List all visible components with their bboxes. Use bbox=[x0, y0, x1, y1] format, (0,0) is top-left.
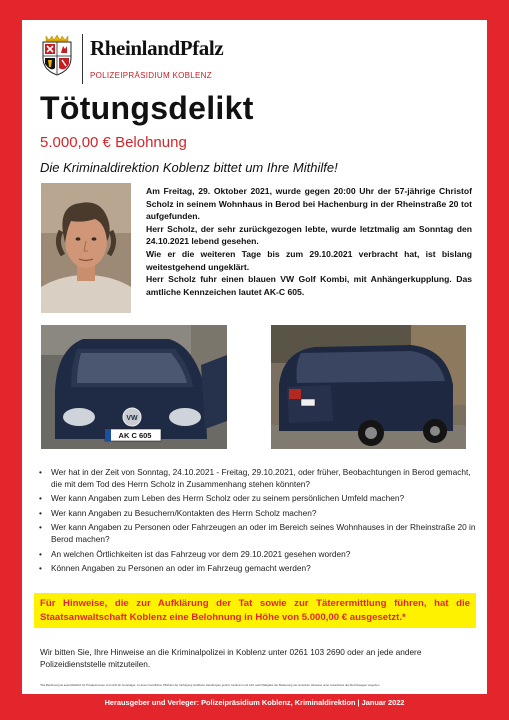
list-item: • Wer hat in der Zeit von Sonntag, 24.10.2021 - Freitag, 29.10.2021, oder früher, Beobachtungen in Berod gemacht, die mit dem Tod des Herrn Scholz in Zusammenhang stehen könnten? bbox=[38, 467, 478, 491]
reward-notice-text: Für Hinweise, die zur Aufklärung der Tat sowie zur Täterermittlung führen, hat die Staatsanwaltschaft Koblenz eine Belohnung in Höhe von 5.000,00 € ausgesetzt.* bbox=[40, 598, 470, 623]
intro-paragraph: Am Freitag, 29. Oktober 2021, wurde gegen 20:00 Uhr der 57-jährige Christof Scholz in seinem Wohnhaus in Berod bei Hachenburg in der Rheinstraße 20 tot aufgefunden. bbox=[146, 186, 472, 222]
list-item: • An welchen Örtlichkeiten ist das Fahrzeug vor dem 29.10.2021 gesehen worden? bbox=[38, 549, 478, 561]
list-item: • Können Angaben zu Personen an oder im Fahrzeug gemacht werden? bbox=[38, 563, 478, 575]
publisher-footer: Herausgeber und Verleger: Polizeipräsidium Koblenz, Kriminaldirektion | Januar 2022 bbox=[104, 698, 405, 707]
logo-divider bbox=[82, 34, 83, 84]
intro-paragraph: Herr Scholz fuhr einen blauen VW Golf Kombi, mit Anhängerkupplung. Das amtliche Kennzeichen lautet AK-C 605. bbox=[146, 274, 472, 297]
rheinland-pfalz-logo bbox=[40, 34, 230, 86]
question-list bbox=[38, 467, 478, 578]
coat-of-arms-icon bbox=[40, 34, 74, 76]
list-item: • Wer kann Angaben zu Personen oder Fahrzeugen an oder im Bereich seines Wohnhauses in der Rheinstraße 20 in Berod machen? bbox=[38, 522, 478, 546]
list-item: • Wer kann Angaben zu Besuchern/Kontakten des Herrn Scholz machen? bbox=[38, 508, 478, 520]
contact-info: Wir bitten Sie, Ihre Hinweise an die Kriminalpolizei in Koblenz unter 0261 103 2690 oder an jede andere Polizeidienststelle mitzuteilen. bbox=[40, 647, 422, 670]
victim-portrait bbox=[41, 183, 131, 313]
case-description bbox=[146, 185, 472, 298]
license-plate-text: AK C 605 bbox=[118, 431, 152, 440]
intro-paragraph: Herr Scholz, der sehr zurückgezogen lebte, wurde letztmalig am Sonntag den 24.10.2021 lebend gesehen. bbox=[146, 223, 472, 247]
poster bbox=[22, 20, 487, 694]
appeal-subtitle: Die Kriminaldirektion Koblenz bittet um Ihre Mithilfe! bbox=[40, 160, 338, 175]
reward-notice bbox=[34, 593, 476, 628]
vehicle-front-photo bbox=[41, 325, 227, 449]
page-title: Tötungsdelikt bbox=[40, 90, 254, 126]
state-name: RheinlandPfalz bbox=[90, 36, 224, 60]
fine-print: *Die Belohnung ist ausschließlich für Privatpersonen und nicht für Amtsträger, zu deren beruflichen Pflichten die Verfolgung strafbarer Handlungen gehört, bestimmt und wird nach Maßgabe der Bedeutung der einzelnen Hinweise unter Ausschluss des Rechtsweges vergeben. bbox=[40, 683, 381, 687]
authority-name: POLIZEIPRÄSIDIUM KOBLENZ bbox=[90, 71, 212, 80]
intro-paragraph: Wie er die weiteren Tage bis zum 29.10.2021 verbracht hat, ist bislang weitestgehend ungeklärt. bbox=[146, 248, 472, 272]
vehicle-rear-photo bbox=[271, 325, 466, 449]
reward-amount: 5.000,00 € Belohnung bbox=[40, 134, 187, 151]
list-item: • Wer kann Angaben zum Leben des Herrn Scholz oder zu seinem persönlichen Umfeld machen? bbox=[38, 493, 478, 505]
svg-text:VW: VW bbox=[126, 415, 138, 422]
